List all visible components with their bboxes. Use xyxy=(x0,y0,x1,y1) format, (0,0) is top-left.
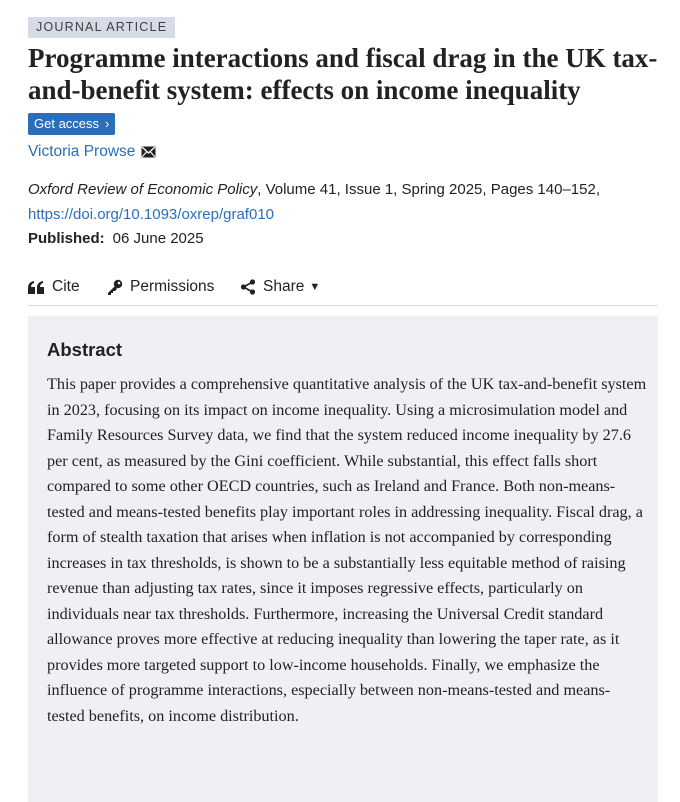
permissions-button[interactable] xyxy=(107,275,214,299)
published-label: Published: xyxy=(28,230,105,247)
published-value: 06 June 2025 xyxy=(112,230,204,247)
abstract-text: This paper provides a comprehensive quantitative analysis of the UK tax-and-benefit system in 2023, focusing on its impact on income inequality. Using a microsimulation model and Family Resources Survey data, we find that the system reduced income inequality by 27.6 per cent, as measured by the Gini coefficient. While substantial, this effect falls short compared to some other OECD countries, such as Ireland and France. Both non-means-tested and means-tested benefits play important roles in addressing inequality. Fiscal drag, a form of stealth taxation that arises when inflation is not accompanied by corresponding increases in tax thresholds, is shown to be a substantially less equitable method of raising revenue than adjusting tax rates, since it imposes regressive effects, particularly on individuals near tax thresholds. Furthermore, increasing the Universal Credit standard allowance proves more effective at reducing inequality than lowering the taper rate, as it provides more targeted support to low-income households. Finally, we emphasize the influence of programme interactions, especially between non-means-tested and means-tested benefits, on income distribution. xyxy=(47,375,647,725)
cite-button[interactable] xyxy=(28,275,80,299)
abstract-heading: Abstract xyxy=(47,339,123,360)
key-icon xyxy=(107,279,123,295)
share-icon xyxy=(240,279,256,295)
cite-label: Cite xyxy=(52,278,80,295)
permissions-label: Permissions xyxy=(130,278,215,295)
envelope-icon[interactable] xyxy=(141,143,156,165)
citation-details: , Volume 41, Issue 1, Spring 2025, Pages 140–152, xyxy=(257,181,600,198)
author-link[interactable]: Victoria Prowse xyxy=(28,143,136,160)
share-label: Share xyxy=(263,278,305,295)
caret-down-icon: ▼ xyxy=(309,281,321,293)
author-line xyxy=(28,141,156,165)
quote-icon xyxy=(28,281,45,294)
share-button[interactable] xyxy=(240,275,320,299)
get-access-button[interactable] xyxy=(28,113,115,135)
citation xyxy=(28,177,668,227)
abstract-section xyxy=(28,316,658,802)
chevron-right-icon: › xyxy=(105,116,110,131)
published-date xyxy=(28,228,204,250)
doi-link[interactable]: https://doi.org/10.1093/oxrep/graf010 xyxy=(28,206,275,223)
toolbar-divider xyxy=(28,305,658,306)
journal-name: Oxford Review of Economic Policy xyxy=(28,181,258,198)
article-type-badge: JOURNAL ARTICLE xyxy=(28,17,175,38)
get-access-label: Get access xyxy=(34,116,100,131)
article-title: Programme interactions and fiscal drag in the UK tax-and-benefit system: effects on income inequality xyxy=(28,43,658,105)
